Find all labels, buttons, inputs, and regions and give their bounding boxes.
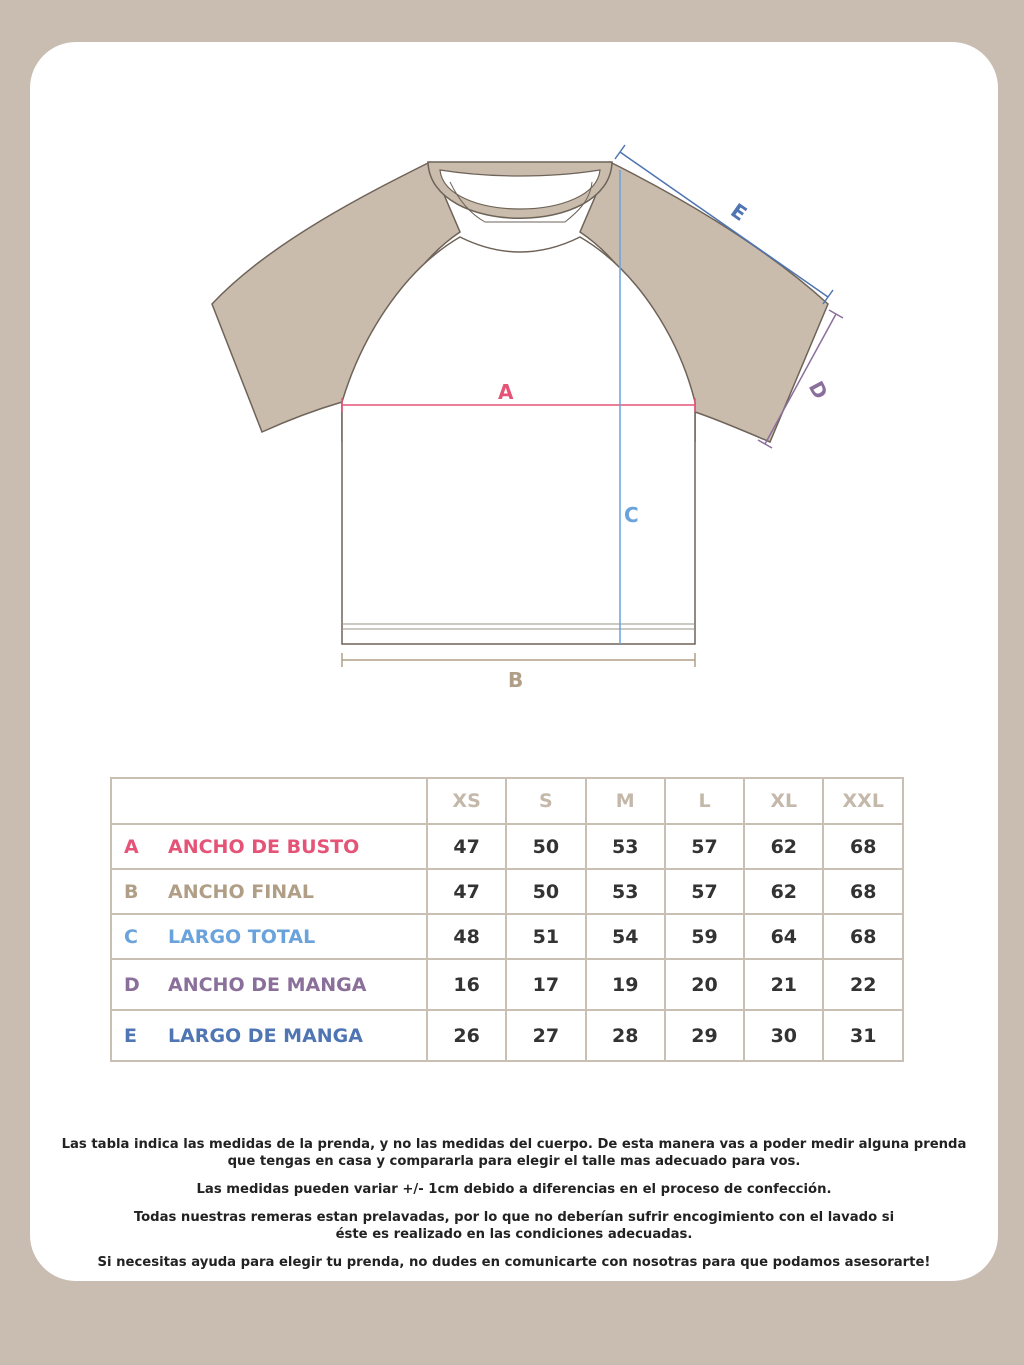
value-cell: 54 bbox=[586, 914, 665, 959]
label-c: C bbox=[624, 503, 639, 527]
table-row bbox=[111, 914, 903, 959]
size-xs: XS bbox=[427, 778, 506, 824]
row-name: ANCHO FINAL bbox=[168, 880, 314, 903]
value-cell: 53 bbox=[586, 824, 665, 869]
row-letter: D bbox=[124, 973, 140, 996]
table-row bbox=[111, 869, 903, 914]
row-letter: E bbox=[124, 1024, 137, 1047]
value-cell: 48 bbox=[427, 914, 506, 959]
row-name: ANCHO DE MANGA bbox=[168, 973, 367, 996]
size-m: M bbox=[586, 778, 665, 824]
row-letter: A bbox=[124, 835, 139, 858]
notes bbox=[50, 1136, 978, 1282]
value-cell: 51 bbox=[506, 914, 585, 959]
value-cell: 29 bbox=[665, 1010, 744, 1061]
value-cell: 68 bbox=[823, 824, 903, 869]
size-header-row bbox=[111, 778, 903, 824]
note-prewashed: Todas nuestras remeras estan prelavadas, por lo que no deberían sufrir encogimiento con el lavado si éste es realizado en las condiciones adecuadas. bbox=[133, 1210, 895, 1242]
row-name: LARGO TOTAL bbox=[168, 925, 316, 948]
value-cell: 28 bbox=[586, 1010, 665, 1061]
row-name: ANCHO DE BUSTO bbox=[168, 835, 360, 858]
note-help: Si necesitas ayuda para elegir tu prenda, no dudes en comunicarte con nosotras para que podamos asesorarte! bbox=[97, 1255, 931, 1270]
size-s: S bbox=[506, 778, 585, 824]
table-row bbox=[111, 824, 903, 869]
value-cell: 21 bbox=[744, 959, 823, 1010]
value-cell: 64 bbox=[744, 914, 823, 959]
value-cell: 16 bbox=[427, 959, 506, 1010]
value-cell: 62 bbox=[744, 869, 823, 914]
label-e: E bbox=[726, 198, 752, 226]
shirt-body bbox=[342, 237, 695, 644]
value-cell: 47 bbox=[427, 824, 506, 869]
value-cell: 47 bbox=[427, 869, 506, 914]
row-letter: B bbox=[124, 880, 139, 903]
value-cell: 20 bbox=[665, 959, 744, 1010]
value-cell: 27 bbox=[506, 1010, 585, 1061]
size-xxl: XXL bbox=[823, 778, 903, 824]
header-empty bbox=[111, 778, 427, 824]
size-l: L bbox=[665, 778, 744, 824]
value-cell: 53 bbox=[586, 869, 665, 914]
tshirt-diagram bbox=[30, 42, 998, 742]
value-cell: 19 bbox=[586, 959, 665, 1010]
value-cell: 62 bbox=[744, 824, 823, 869]
row-letter: C bbox=[124, 925, 138, 948]
value-cell: 68 bbox=[823, 914, 903, 959]
size-guide-card bbox=[30, 42, 998, 1281]
label-b: B bbox=[508, 668, 524, 692]
value-cell: 26 bbox=[427, 1010, 506, 1061]
value-cell: 50 bbox=[506, 869, 585, 914]
table-row bbox=[111, 1010, 903, 1061]
value-cell: 17 bbox=[506, 959, 585, 1010]
row-name: LARGO DE MANGA bbox=[168, 1024, 363, 1047]
value-cell: 31 bbox=[823, 1010, 903, 1061]
table-row bbox=[111, 959, 903, 1010]
size-xl: XL bbox=[744, 778, 823, 824]
value-cell: 50 bbox=[506, 824, 585, 869]
value-cell: 30 bbox=[744, 1010, 823, 1061]
note-variation: Las medidas pueden variar +/- 1cm debido a diferencias en el proceso de confección. bbox=[196, 1182, 832, 1197]
value-cell: 68 bbox=[823, 869, 903, 914]
value-cell: 59 bbox=[665, 914, 744, 959]
size-table bbox=[110, 777, 904, 1062]
value-cell: 57 bbox=[665, 869, 744, 914]
label-d: D bbox=[803, 377, 833, 403]
label-a: A bbox=[498, 380, 514, 404]
value-cell: 22 bbox=[823, 959, 903, 1010]
value-cell: 57 bbox=[665, 824, 744, 869]
note-garment-measures: Las tabla indica las medidas de la prenda, y no las medidas del cuerpo. De esta manera vas a poder medir alguna prenda que tengas en casa y compararla para elegir el talle mas adecuado para vos. bbox=[61, 1137, 967, 1169]
